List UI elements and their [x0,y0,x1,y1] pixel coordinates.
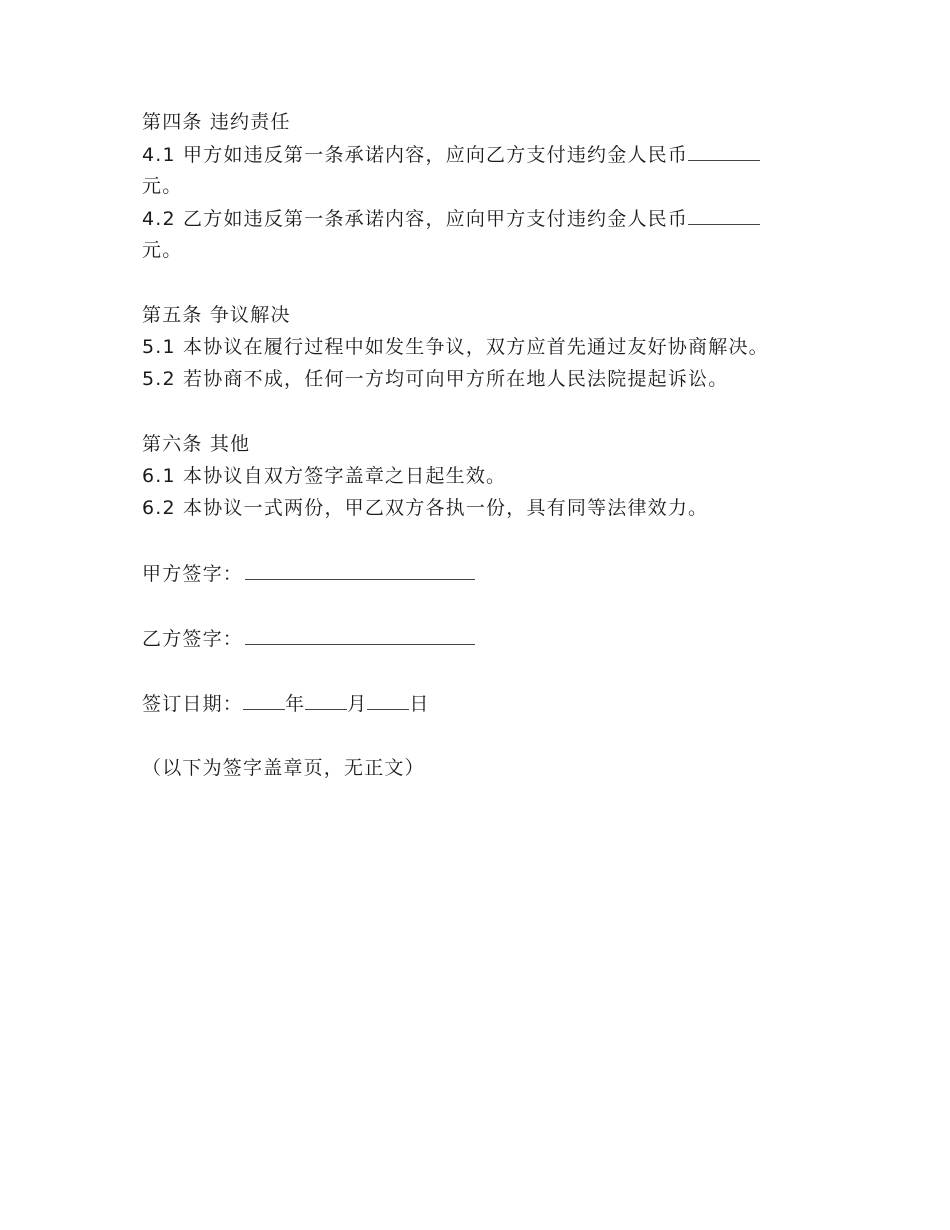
clause-4-1 [142,138,842,170]
article-6-heading: 第六条 其他 [142,433,251,455]
article-5 [142,299,842,395]
signing-date-row [142,687,842,719]
month-label: 月 [347,693,368,715]
signing-date-label: 签订日期： [142,693,244,715]
clause-4-1-text: 4.1 甲方如违反第一条承诺内容，应向乙方支付违约金人民币 [142,144,689,166]
year-blank [243,687,285,710]
penalty-amount-blank-b [688,202,760,225]
penalty-amount-blank-a [688,138,760,161]
footer-note: （以下为签字盖章页，无正文） [142,757,425,779]
party-a-signature-blank [245,557,475,580]
clause-4-2-text: 4.2 乙方如违反第一条承诺内容，应向甲方支付违约金人民币 [142,208,689,230]
article-4 [142,106,842,266]
party-a-signature-label: 甲方签字： [142,563,244,585]
clause-4-2 [142,202,842,234]
party-a-signature-row [142,557,842,589]
party-b-signature-row [142,622,842,654]
document-body [142,106,842,784]
month-blank [305,687,347,710]
party-b-signature-label: 乙方签字： [142,628,244,650]
article-5-heading: 第五条 争议解决 [142,304,291,326]
article-6 [142,428,842,524]
clause-6-2: 6.2 本协议一式两份，甲乙双方各执一份，具有同等法律效力。 [142,497,709,519]
day-blank [367,687,409,710]
article-4-heading: 第四条 违约责任 [142,111,291,133]
party-b-signature-blank [245,622,475,645]
clause-6-1: 6.1 本协议自双方签字盖章之日起生效。 [142,465,507,487]
day-label: 日 [409,693,430,715]
clause-4-1-unit: 元。 [142,175,183,197]
clause-5-2: 5.2 若协商不成，任何一方均可向甲方所在地人民法院提起诉讼。 [142,368,729,390]
clause-5-1: 5.1 本协议在履行过程中如发生争议，双方应首先通过友好协商解决。 [142,336,769,358]
clause-4-2-unit: 元。 [142,239,183,261]
year-label: 年 [285,693,306,715]
